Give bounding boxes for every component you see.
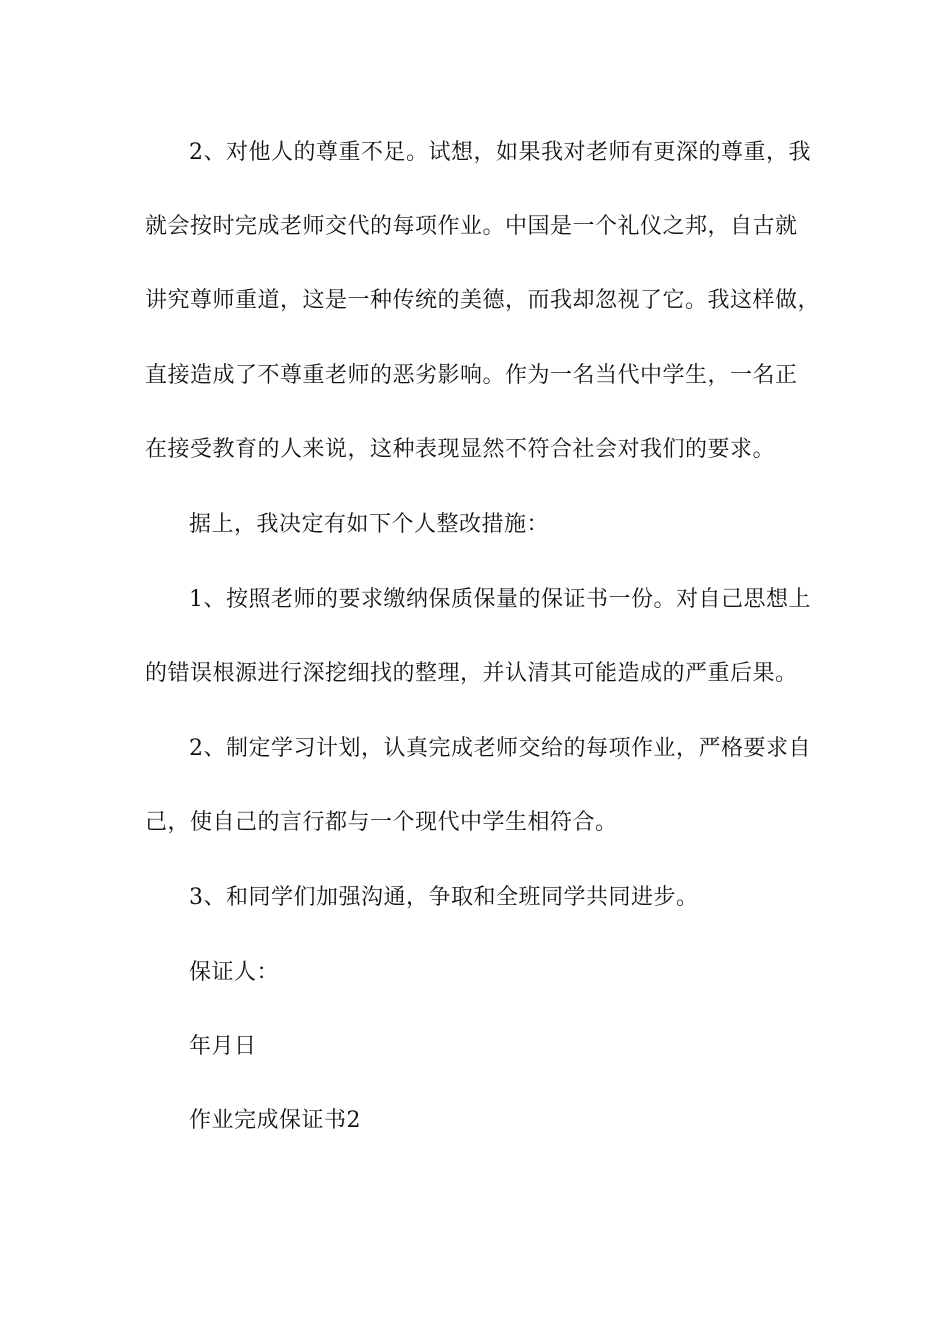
paragraph-line: 3、和同学们加强沟通，争取和全班同学共同进步。 [189, 885, 699, 910]
paragraph-line: 直接造成了不尊重老师的恶劣影响。作为一名当代中学生，一名正 [145, 363, 798, 388]
paragraph-line: 在接受教育的人来说，这种表现显然不符合社会对我们的要求。 [145, 437, 776, 462]
paragraph-line: 据上，我决定有如下个人整改措施： [189, 512, 550, 537]
section-title: 作业完成保证书2 [189, 1108, 361, 1133]
paragraph-line: 己，使自己的言行都与一个现代中学生相符合。 [145, 810, 618, 835]
paragraph-line: 1、按照老师的要求缴纳保质保量的保证书一份。对自己思想上 [189, 587, 811, 612]
paragraph-line: 2、制定学习计划，认真完成老师交给的每项作业，严格要求自 [189, 736, 811, 761]
date-line: 年月日 [189, 1034, 257, 1059]
paragraph-line: 讲究尊师重道，这是一种传统的美德，而我却忽视了它。我这样做， [145, 288, 821, 313]
paragraph-line: 的错误根源进行深挖细找的整理，并认清其可能造成的严重后果。 [145, 661, 798, 686]
guarantor-label: 保证人： [189, 960, 280, 985]
paragraph-line: 就会按时完成老师交代的每项作业。中国是一个礼仪之邦，自古就 [145, 214, 798, 239]
paragraph-line: 2、对他人的尊重不足。试想，如果我对老师有更深的尊重，我 [189, 140, 811, 165]
